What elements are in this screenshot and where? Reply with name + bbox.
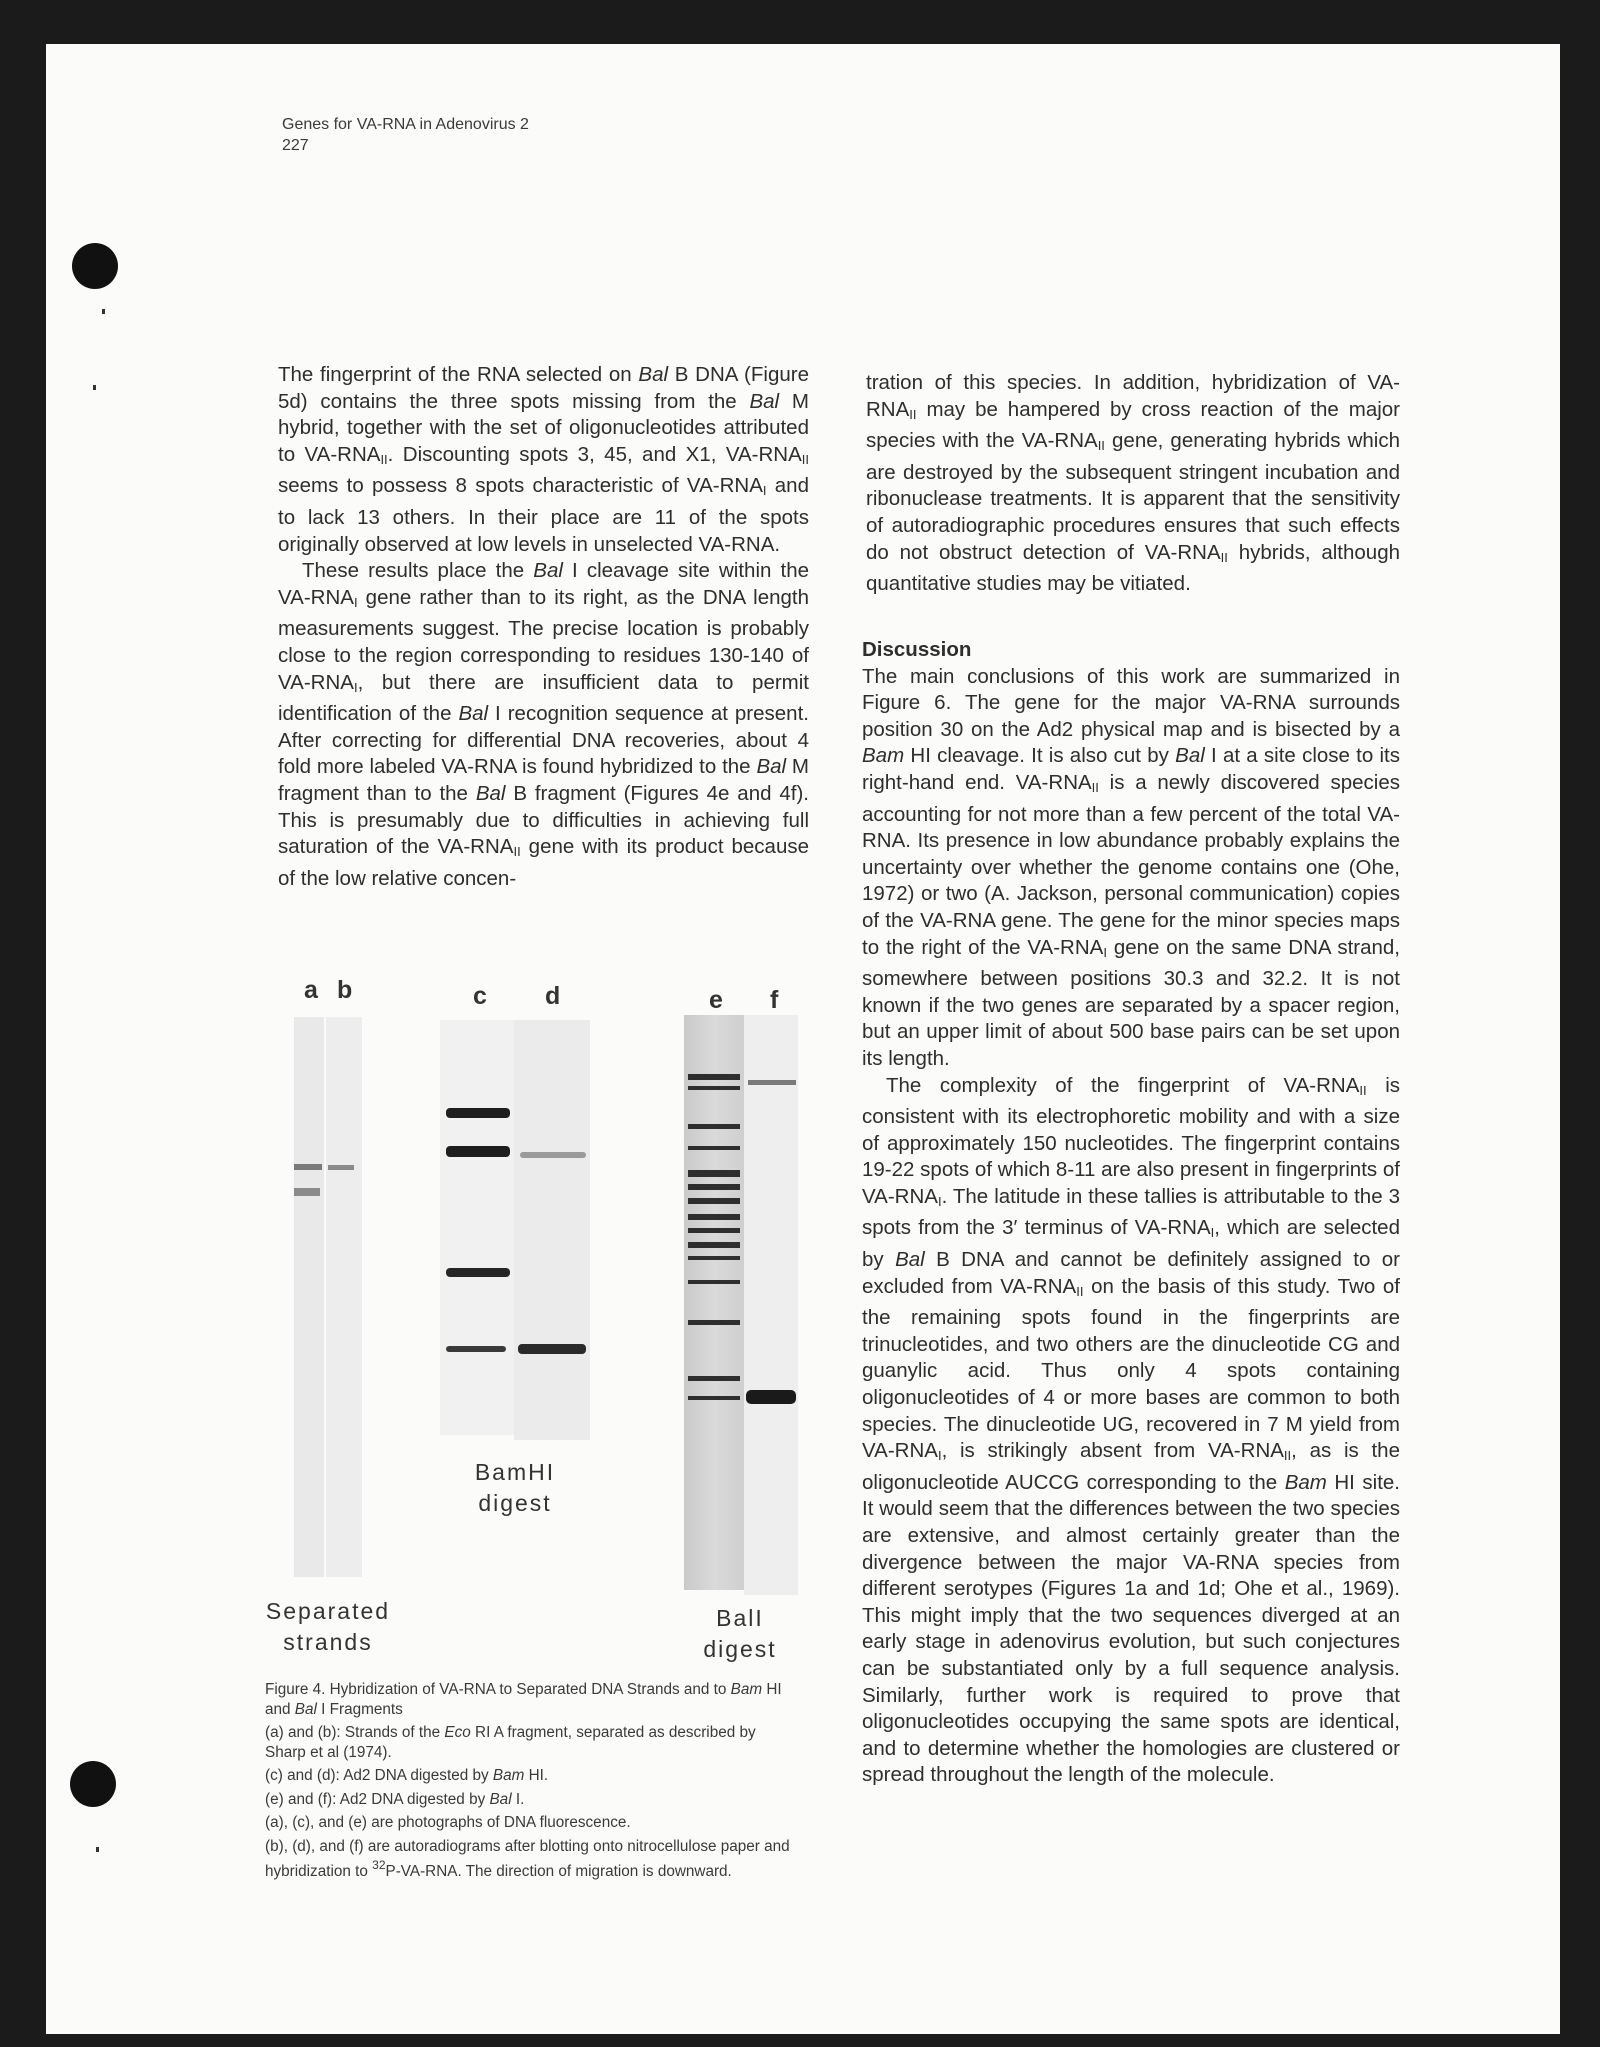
paragraph: tration of this species. In addition, hybridization of $VA-RNA_{II}$ may be hampered by cross reaction of the major species with the $VA-RNA_{II}$ gene, generating hybrids which are destroyed by the subsequent stringent incubation and ribonuclease treatments. It is apparent that the sensitivity of autoradiographic procedures ensures that such effects do not obstruct detection of $VA-RNA_{II}$ hybrids, although quantitative studies may be vitiated.: [866, 371, 1401, 596]
gel-band: [520, 1152, 586, 1158]
group-label-separated-strands: Separated strands: [265, 1598, 391, 1655]
gel-band: [328, 1165, 354, 1170]
lane-label-f: f: [770, 986, 779, 1014]
gel-band: [294, 1164, 322, 1170]
gel-band: [746, 1390, 796, 1404]
gel-band: [446, 1108, 510, 1118]
page-number: 227: [282, 137, 309, 154]
figure-caption: [265, 1680, 797, 1886]
paragraph: The complexity of the fingerprint of $VA-RNA_{II}$ is consistent with its electrophoretic mobility and with a size of approximately 150 nucleotides. The fingerprint contains 19-22 spots of which 8-11 are also present in fingerprints of $VA-RNA_I$. The latitude in these tallies is attributable to the 3 spots from the 3′ terminus of $VA-RNA_I$, which are selected by Bal B DNA and cannot be definitely assigned to or excluded from $VA-RNA_{II}$ on the basis of this study. Two of the remaining spots found in the fingerprints are trinucleotides, and two others are the dinucleotide CG and guanylic acid. Thus only 4 spots containing oligonucleotides of 4 or more bases are common to both species. The dinucleotide UG, recovered in 7 M yield from $VA-RNA_I$, is strikingly absent from $VA-RNA_{II}$, as is the oligonucleotide AUCCG corresponding to the Bam HI site. It would seem that the differences between the two species are extensive, and almost certainly greater than the divergence between the major VA-RNA species from different serotypes (Figures 1a and 1d; Ohe et al., 1969). This might imply that the two sequences diverged at an early stage in adenovirus evolution, but such conjectures can be substantiated only by a full sequence analysis. Similarly, further work is required to prove that oligonucleotides occupying the same spots are identical, and to determine whether the homologies are clustered or spread throughout the length of the molecule.: [862, 1073, 1401, 1787]
gel-lane-b: [326, 1017, 362, 1577]
gel-lane-c: [440, 1020, 514, 1435]
gel-lane-a: [294, 1017, 324, 1577]
gel-band: [294, 1188, 320, 1196]
caption-title: Figure 4. Hybridization of VA-RNA to Separated DNA Strands and to Bam HI and Bal I Fragments: [265, 1681, 782, 1718]
paragraph: The main conclusions of this work are summarized in Figure 6. The gene for the major VA-RNA surrounds position 30 on the Ad2 physical map and is bisected by a Bam HI cleavage. It is also cut by Bal I at a site close to its right-hand end. $VA-RNA_{II}$ is a newly discovered species accounting for not more than a few percent of the total VA-RNA. Its presence in low abundance probably explains the uncertainty over whether the genome contains one (Ohe, 1972) or two (A. Jackson, personal communication) copies of the VA-RNA gene. The gene for the minor species maps to the right of the $VA-RNA_I$ gene on the same DNA strand, somewhere between positions 30.3 and 32.2. It is not known if the two genes are separated by a spacer region, but an upper limit of about 500 base pairs can be set upon its length.: [862, 664, 1401, 1070]
lane-label-b: b: [337, 976, 353, 1004]
lane-label-c: c: [473, 982, 487, 1010]
caption-line: (b), (d), and (f) are autoradiograms after blotting onto nitrocellulose paper and hybridization to $^{32}$P-VA-RNA. The direction of migration is downward.: [265, 1837, 790, 1880]
lane-label-e: e: [709, 986, 723, 1014]
gel-band: [446, 1146, 510, 1157]
paragraph: The fingerprint of the RNA selected on Bal B DNA (Figure 5d) contains the three spots missing from the Bal M hybrid, together with the set of oligonucleotides attributed to $VA-RNA_{II}$. Discounting spots 3, 45, and X1, $VA-RNA_{II}$ seems to possess 8 spots characteristic of $VA-RNA_I$ and to lack 13 others. In their place are 11 of the spots originally observed at low levels in unselected VA-RNA.: [278, 363, 809, 556]
caption-line: (a), (c), and (e) are photographs of DNA fluorescence.: [265, 1814, 631, 1831]
running-title: Genes for VA-RNA in Adenovirus 2: [282, 116, 529, 133]
group-label-bamhi-digest: BamHI digest: [474, 1459, 556, 1516]
caption-line: (e) and (f): Ad2 DNA digested by Bal I.: [265, 1790, 525, 1808]
gel-band: [446, 1346, 506, 1352]
gel-band: [748, 1080, 796, 1085]
gel-band: [446, 1268, 510, 1277]
gel-lane-f: [744, 1015, 798, 1595]
lane-label-a: a: [304, 976, 318, 1004]
caption-line: (a) and (b): Strands of the Eco RI A fragment, separated as described by Sharp et al (1974).: [265, 1724, 756, 1761]
section-heading: Discussion: [862, 638, 972, 661]
gel-lane-e: [684, 1015, 744, 1590]
gel-lane-d: [514, 1020, 590, 1440]
group-label-bali-digest: BalI digest: [703, 1605, 777, 1662]
paragraph: These results place the Bal I cleavage site within the $VA-RNA_I$ gene rather than to its right, as the DNA length measurements suggest. The precise location is probably close to the region corresponding to residues 130-140 of $VA-RNA_I$, but there are insufficient data to permit identification of the Bal I recognition sequence at present. After correcting for differential DNA recoveries, about 4 fold more labeled VA-RNA is found hybridized to the Bal M fragment than to the Bal B fragment (Figures 4e and 4f). This is presumably due to difficulties in achieving full saturation of the $VA-RNA_{II}$ gene with its product because of the low relative concen-: [278, 559, 810, 890]
caption-line: (c) and (d): Ad2 DNA digested by Bam HI.: [265, 1767, 549, 1784]
gel-band: [518, 1344, 586, 1354]
lane-label-d: d: [545, 982, 561, 1010]
